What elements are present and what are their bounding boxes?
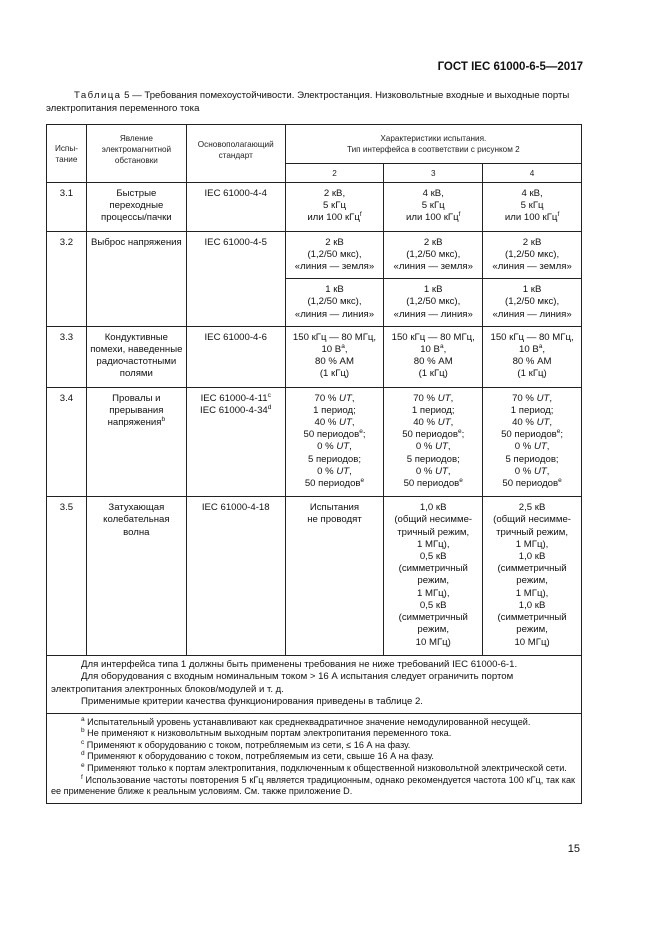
cell-text: 150 кГц — 80 МГц, — [490, 331, 574, 343]
ut-symbol: UT — [536, 392, 550, 404]
ut-symbol: UT — [437, 417, 451, 429]
header-type-3: 3 — [384, 164, 483, 183]
row-standard: IEC 61000-4-6 — [186, 326, 285, 387]
footnote-mark: e — [556, 428, 561, 436]
row-type3: 1,0 кВ (общий несимме- тричный режим, 1 МГц), 0,5 кВ (симметричный режим, 1 МГц), 0,5 кВ (симметричный режим, 10 МГц) — [384, 497, 483, 655]
footnote: $^b$ Не применяют к низковольтным выходным портам электропитания переменного тока. — [81, 727, 452, 739]
row-type2: 70 % UT, 1 период; 40 % UT, 50 периодов$^e$; 0 % UT, 5 периодов; 0 % UT, 50 периодов$^e$ — [285, 387, 384, 497]
cell-text: 10 В — [321, 344, 342, 356]
cell-text: 150 кГц — 80 МГц, — [391, 331, 475, 343]
footnote: $^a$ Испытательный уровень устанавливают как среднеквадратичное значение немодулированной несущей. — [81, 715, 531, 727]
ut-symbol: UT — [336, 441, 350, 453]
table-row — [47, 183, 582, 232]
note: Для оборудования с входным номинальным током > 16 А испытания следует ограничить портом электропитания электронных блоков/модулей и т. д. — [51, 671, 514, 695]
ut-symbol: UT — [437, 392, 451, 404]
header-type-4: 4 — [483, 164, 582, 183]
row-type3: 70 % UT, 1 период; 40 % UT, 50 периодов$^e$; 0 % UT, 5 периодов; 0 % UT, 50 периодов$^e$ — [384, 387, 483, 497]
footnote-mark: e — [359, 428, 363, 436]
row-id: 3.3 — [47, 326, 87, 387]
ut-symbol: UT — [435, 465, 448, 477]
table-header-row — [47, 125, 582, 164]
header-test: Испы- тание — [47, 125, 87, 183]
footnotes-row — [47, 713, 582, 803]
footnote-mark: a — [439, 343, 444, 351]
footnote: $^e$ Применяют только к портам электропитания, подключенным к общественной низковольтной электрической сети. — [81, 762, 567, 774]
cell-text: 2 кВ, 5 кГц или 100 кГц — [307, 188, 360, 224]
table-notes — [47, 655, 582, 713]
footnote: $^f$ Использование частоты повторения 5 кГц является традиционным, однако рекомендуется частота 100 кГц, так как ее применение ближе к реальным условиям. См. также приложение D. — [51, 773, 575, 797]
row-phenomenon: Кондуктивные помехи, наведенные радиочастотными полями — [86, 326, 186, 387]
ut-symbol: UT — [536, 417, 550, 429]
cell-text: 150 кГц — 80 МГц, — [292, 331, 377, 343]
table-row — [47, 497, 582, 655]
footnote-mark: e — [459, 477, 463, 485]
cell-text: IEC 61000-4-34 — [200, 404, 268, 416]
row-type4: 2 кВ (1,2/50 мкс), «линия — земля» — [483, 231, 582, 279]
header-phenomenon: Явление электромагнитной обстановки — [86, 125, 186, 183]
table-row — [47, 387, 582, 497]
row-type2: 2 кВ (1,2/50 мкс), «линия — земля» — [285, 231, 384, 279]
requirements-table — [46, 124, 582, 804]
row-standard: IEC 61000-4-18 — [186, 497, 285, 655]
ut-symbol: UT — [533, 465, 547, 477]
row-type2: Испытания не проводят — [285, 497, 384, 655]
header-standard: Основополагающий стандарт — [186, 125, 285, 183]
cell-text: 80 % АМ (1 кГц) — [512, 356, 552, 380]
footnote-mark: f — [458, 211, 461, 219]
footnote-mark: f — [557, 211, 560, 219]
notes-row — [47, 655, 582, 713]
row-standard: IEC 61000-4-5 — [186, 231, 285, 326]
caption-label: Таблица — [74, 90, 122, 101]
table-row — [47, 326, 582, 387]
row-phenomenon: Затухающая колебательная волна — [86, 497, 186, 655]
footnote: $^d$ Применяют к оборудованию с током, потребляемым из сети, свыше 16 А на фазу. — [81, 750, 434, 762]
table-footnotes — [47, 713, 582, 803]
row-type2 — [285, 183, 384, 232]
cell-text: 10 В — [519, 344, 539, 356]
row-type4: 1 кВ (1,2/50 мкс), «линия — линия» — [483, 279, 582, 327]
cell-text: IEC 61000-4-11 — [200, 392, 268, 404]
footnote-mark: b — [81, 727, 85, 735]
row-type4 — [483, 183, 582, 232]
cell-text: Провалы и прерывания напряжения — [107, 392, 164, 429]
footnote-mark: a — [341, 343, 345, 351]
ut-symbol: UT — [339, 392, 352, 404]
footnote-mark: d — [81, 750, 85, 758]
row-id: 3.5 — [47, 497, 87, 655]
table-caption — [46, 89, 581, 115]
caption-number: 5 — [124, 90, 130, 101]
cell-text: 80 % АМ (1 кГц) — [315, 356, 354, 380]
row-type4: 150 кГц — 80 МГц, 10 $В^a$, 80 % АМ (1 кГц) — [483, 326, 582, 387]
row-type3: 150 кГц — 80 МГц, 10 $В^a$, 80 % АМ (1 кГц) — [384, 326, 483, 387]
row-type3 — [384, 183, 483, 232]
row-type3: 2 кВ (1,2/50 мкс), «линия — земля» — [384, 231, 483, 279]
header-characteristics: Характеристики испытания. Тип интерфейса в соответствии с рисунком 2 — [285, 125, 581, 164]
standard-designation: ГОСТ IEC 61000-6-5—2017 — [437, 61, 583, 73]
footnote-mark: c — [81, 738, 85, 746]
ut-symbol: UT — [339, 417, 352, 429]
row-standard: IEC 61000-4-4 — [186, 183, 285, 232]
footnote-mark: e — [360, 477, 365, 485]
footnote-mark: e — [81, 762, 85, 770]
ut-symbol: UT — [435, 441, 448, 453]
page-number: 15 — [567, 843, 580, 855]
row-type2: 150 кГц — 80 МГц, 10 $В^a$, 80 % АМ (1 кГц) — [285, 326, 384, 387]
footnote: $^c$ Применяют к оборудованию с током, потребляемым из сети, ≤ 16 А на фазу. — [81, 738, 411, 750]
row-id: 3.2 — [47, 231, 87, 326]
footnote-mark: c — [267, 391, 271, 399]
footnote-mark: e — [558, 477, 562, 485]
footnote-mark: d — [267, 403, 272, 411]
row-type3: 1 кВ (1,2/50 мкс), «линия — линия» — [384, 279, 483, 327]
row-phenomenon: Выброс напряжения — [86, 231, 186, 326]
note: Применимые критерии качества функционирования приведены в таблице 2. — [81, 696, 423, 708]
table-row — [47, 231, 582, 279]
footnote-mark: a — [81, 715, 85, 723]
header-type-2: 2 — [285, 164, 384, 183]
row-standard — [186, 387, 285, 497]
footnote-mark: b — [161, 416, 166, 424]
row-type4: 2,5 кВ (общий несимме- тричный режим, 1 МГц), 1,0 кВ (симметричный режим, 1 МГц), 1,0 кВ (симметричный режим, 10 МГц) — [483, 497, 582, 655]
row-phenomenon — [86, 387, 186, 497]
footnote-mark: f — [81, 773, 83, 781]
cell-text: 4 кВ, 5 кГц или 100 кГц — [504, 188, 558, 224]
note: Для интерфейса типа 1 должны быть применены требования не ниже требований IEC 61000-6-1. — [81, 658, 518, 670]
footnote-mark: f — [359, 211, 362, 219]
row-id: 3.1 — [47, 183, 87, 232]
cell-text: 4 кВ, 5 кГц или 100 кГц — [406, 188, 459, 224]
cell-text: 80 % АМ (1 кГц) — [413, 356, 453, 380]
ut-symbol: UT — [533, 441, 547, 453]
footnote-mark: e — [457, 428, 462, 436]
footnote-mark: a — [538, 343, 543, 351]
row-type4: 70 % UT, 1 период; 40 % UT, 50 периодов$^e$; 0 % UT, 5 периодов; 0 % UT, 50 периодов$^e$ — [483, 387, 582, 497]
caption-text: — Требования помехоустойчивости. Электростанция. Низковольтные входные и выходные порты электропитания переменного тока — [46, 90, 570, 114]
row-id: 3.4 — [47, 387, 87, 497]
row-type2: 1 кВ (1,2/50 мкс), «линия — линия» — [285, 279, 384, 327]
cell-text: 10 В — [420, 344, 440, 356]
row-phenomenon: Быстрые переходные процессы/пачки — [86, 183, 186, 232]
ut-symbol: UT — [336, 465, 350, 477]
